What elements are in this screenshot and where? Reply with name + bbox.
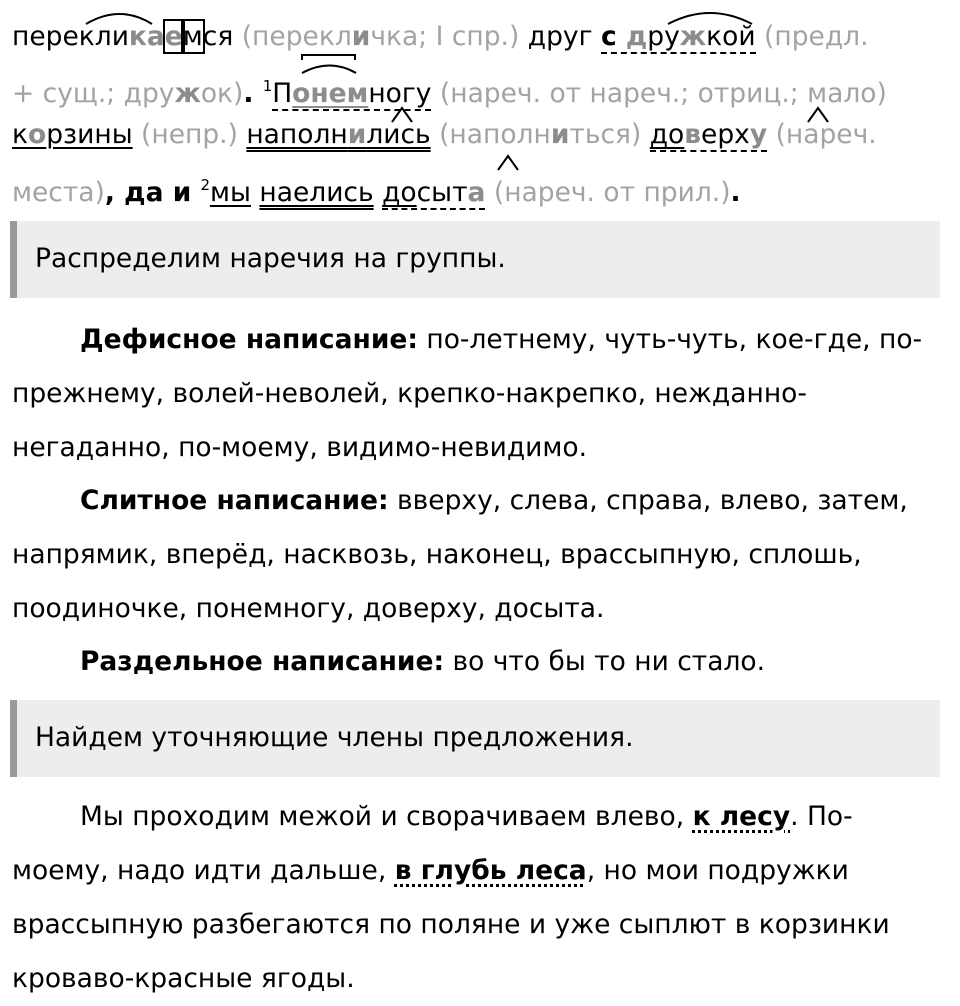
final-period: . (730, 177, 741, 208)
group-solid (12, 474, 942, 636)
period: . (243, 78, 263, 109)
final-text-1: Мы проходим межой и сворачиваем влево, (80, 801, 693, 832)
gloss-narech-2: (нареч. (767, 119, 877, 150)
word-my: мы (210, 177, 251, 208)
gloss-narech: (нареч. от нареч.; отриц.; мало) (431, 78, 887, 109)
gloss-mesta: места) (12, 177, 105, 208)
word-napolnilis: наполнились (246, 119, 431, 150)
callout-distribute (10, 221, 940, 298)
gloss-narech-ot-pril: (нареч. от прил.) (485, 177, 731, 208)
group-hyphen-text: по-летнему, чуть-чуть, кое-где, по-прежнему, волей-неволей, крепко-накрепко, нежданно-негаданно, по-моему, видимо-невидимо. (12, 324, 923, 463)
final-text-2: . По-моему, надо идти дальше, (12, 801, 853, 886)
gloss-predl: (предл. (755, 21, 869, 52)
word-korziny: корзины (12, 119, 133, 150)
group-separate-label: Раздельное написание: (80, 646, 445, 677)
sentence-line-2 (12, 69, 887, 111)
word-drug: друг (527, 21, 601, 52)
sentence-number-2: 2 (200, 176, 211, 194)
word-naelis: наелись (259, 177, 374, 208)
group-hyphen (12, 313, 942, 475)
group-separate (12, 635, 942, 689)
group-solid-text: вверху, слева, справа, влево, затем, напрямик, вперёд, насквозь, наконец, врассыпную, сплошь, поодиночке, понемногу, доверху, досыта. (12, 485, 908, 624)
group-separate-text: во что бы то ни стало. (444, 646, 766, 677)
sentence-line-4 (12, 168, 741, 210)
conjunction-da-i: , да и (104, 177, 201, 208)
callout-clarifying-text: Найдем уточняющие члены предложения. (35, 722, 634, 753)
gloss-nepr: (непр.) (132, 119, 247, 150)
gloss-pereklichka: (перекличка; I спр.) (233, 21, 528, 52)
word-pereklikaemsya: перекликаемся (12, 21, 234, 52)
word-ponemnogu: Понемногу (272, 78, 432, 109)
callout-distribute-text: Распределим наречия на группы. (35, 243, 506, 274)
phrase-s-druzhkoi: с дружкой (600, 21, 756, 52)
clarifying-k-lesu: к лесу (692, 801, 791, 832)
gloss-druzhok: + сущ.; дружок) (12, 78, 244, 109)
sentence-number-1: 1 (262, 77, 273, 95)
word-dosyta: досыта (382, 177, 486, 208)
clarifying-v-glub-lesa: в глубь леса (394, 855, 587, 886)
final-paragraph (12, 790, 942, 1006)
sentence-line-1 (12, 20, 869, 54)
final-text-3: , но мои подружки врассыпную разбегаются по поляне и уже сыплют в корзинки кроваво-красные ягоды. (12, 855, 890, 994)
word-doverkhu: доверху (649, 119, 768, 150)
group-hyphen-label: Дефисное написание: (80, 324, 418, 355)
callout-clarifying (10, 700, 940, 777)
gloss-napolnitsya: (наполниться) (430, 119, 650, 150)
sentence-line-3 (12, 118, 877, 152)
group-solid-label: Слитное написание: (80, 485, 389, 516)
